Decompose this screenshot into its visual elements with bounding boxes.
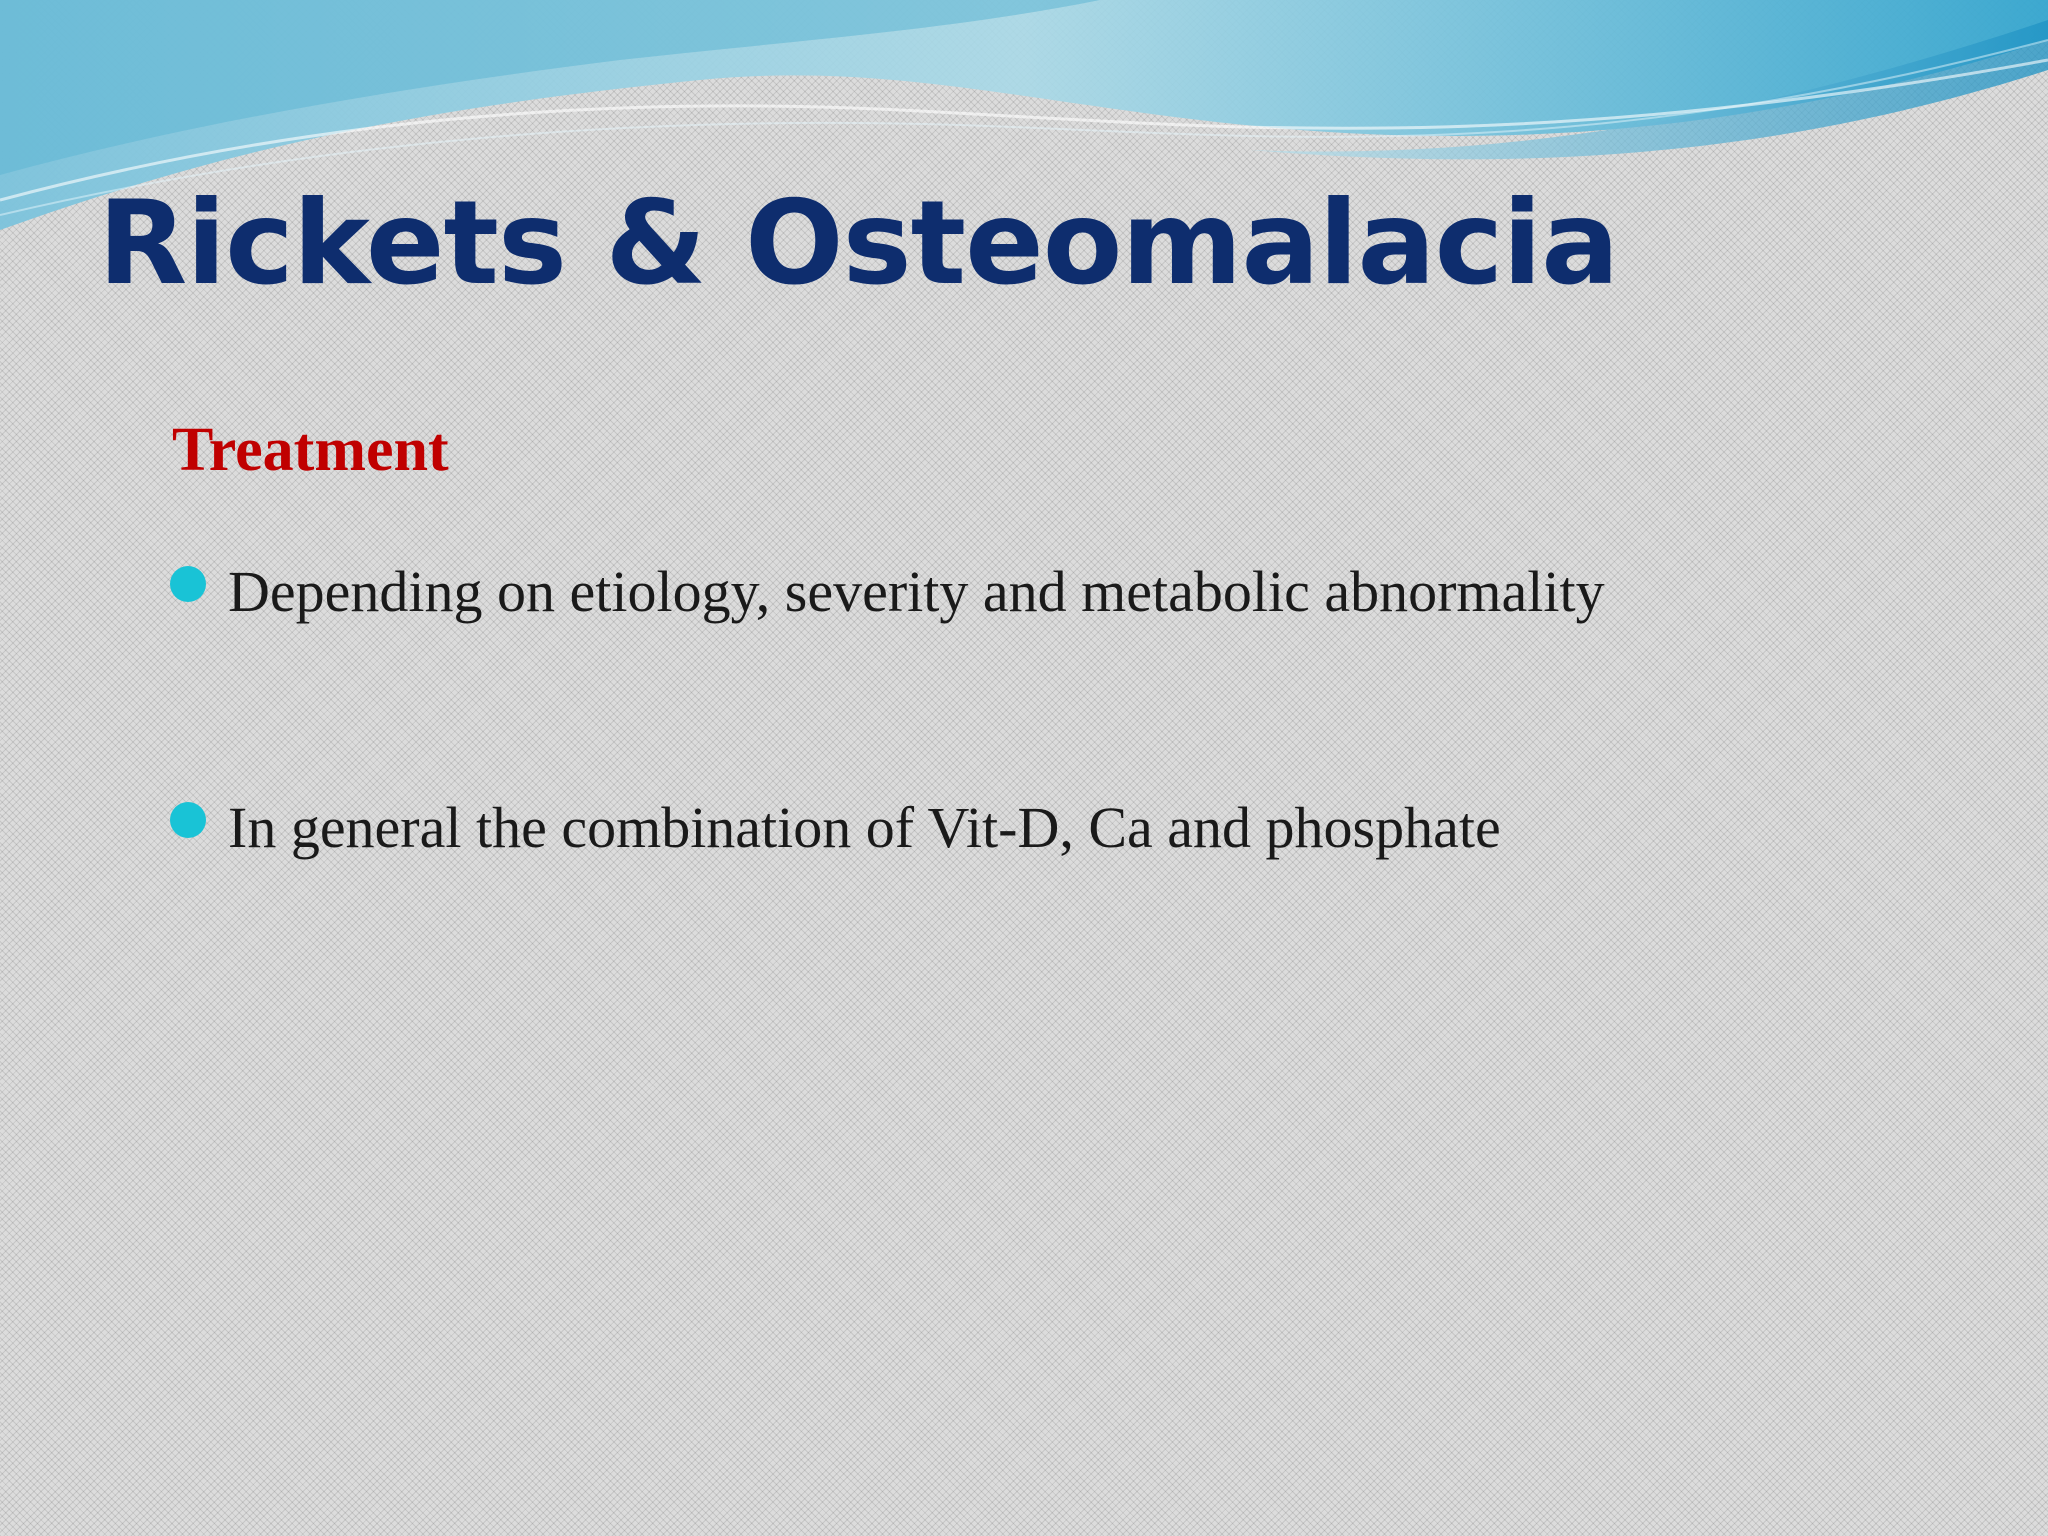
bullet-item (170, 786, 1970, 870)
bullet-text: In general the combination of Vit-D, Ca and phosphate (228, 795, 1501, 860)
section-heading: Treatment (172, 416, 449, 484)
bullet-item (170, 550, 1970, 634)
bullet-dot-icon (170, 802, 206, 838)
bullet-list (170, 550, 1970, 870)
bullet-dot-icon (170, 566, 206, 602)
slide-title: Rickets & Osteomalacia (98, 176, 1619, 311)
bullet-text: Depending on etiology, severity and metabolic abnormality (228, 559, 1605, 624)
